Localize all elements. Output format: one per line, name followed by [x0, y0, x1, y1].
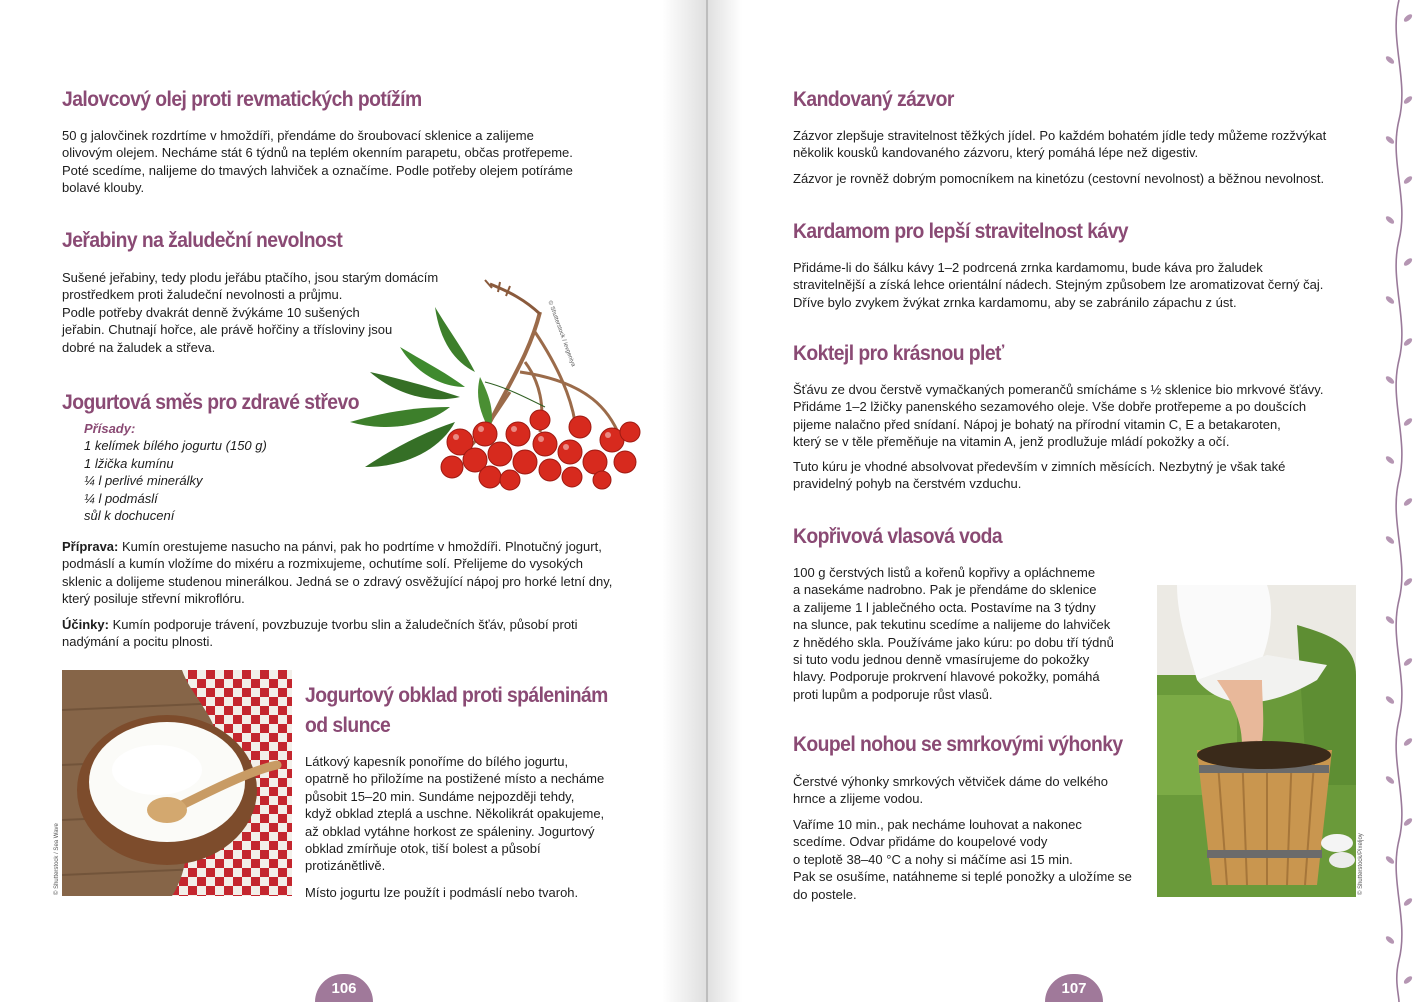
text-koupel: Čerstvé výhonky smrkových větviček dáme do velkého hrnce a zlijeme vodou. — [793, 774, 1109, 807]
heading-jogurt-smes: Jogurtová směs pro zdravé střevo — [62, 391, 359, 414]
credit-rowan: © Shutterstock / ievgeniya — [546, 300, 576, 368]
heading-koupel: Koupel nohou se smrkovými výhonky — [793, 733, 1123, 756]
heading-kardamom: Kardamom pro lepší stravitelnost kávy — [793, 220, 1128, 243]
heading-jerabiny: Jeřabiny na žaludeční nevolnost — [62, 229, 343, 252]
heading-jogurt-obklad-2: od slunce — [305, 714, 391, 737]
text-koktejl-2: Tuto kúru je vhodné absolvovat především v zimních měsících. Nezbytný je však také pravidelný pohyb na čerstvém vzduchu. — [793, 459, 1286, 492]
text-jalovec: 50 g jalovčinek rozdrtíme v hmoždíři, přendáme do šroubovací sklenice a zalijeme olivovým olejem. Necháme stát 6 týdnů na teplém okenním parapetu, občas protřepeme. Poté scedíme, nalijeme do tmavých lahviček a označíme. Podle potřeby olejem potíráme bolavé klouby. — [62, 128, 573, 196]
yogurt-photo — [62, 670, 292, 896]
text-zazvor-2: Zázvor je rovněž dobrým pomocníkem na kinetózu (cestovní nevolnost) a běžnou nevolnost. — [793, 171, 1325, 186]
heading-zazvor: Kandovaný zázvor — [793, 88, 954, 111]
book-gutter — [706, 0, 708, 1002]
left-page — [0, 0, 708, 1002]
text-ucinky: Účinky: Kumín podporuje trávení, povzbuzuje tvorbu slin a žaludečních šťáv, působí proti nadýmání a pocitu plnosti. — [62, 617, 578, 650]
text-zazvor: Zázvor zlepšuje stravitelnost těžkých jídel. Po každém bohatém jídle tedy můžeme rozžvýkat několik kousků kandovaného zázvoru, který pomáhá lépe než digestiv. — [793, 128, 1327, 161]
text-jogurt-obklad: Látkový kapesník ponoříme do bílého jogurtu, opatrně ho přiložíme na postižené místo a necháme působit 15–20 min. Sundáme nejpozději tehdy, když obklad zteplá a uschne. Několikrát opakujeme, až obklad vytáhne horkost ze spáleniny. Jogurtový obklad zmírňuje otok, tiší bolest a působí protizánětlivě. — [305, 754, 605, 874]
page-number-right: 107 — [1045, 974, 1103, 1002]
credit-footbath: © Shutterstock/Pixeljoy — [1358, 833, 1364, 895]
right-page — [708, 0, 1419, 1002]
rowan-berries-illustration — [340, 272, 650, 500]
heading-koktejl: Koktejl pro krásnou pleť — [793, 342, 1004, 365]
gutter-shadow — [662, 0, 708, 1002]
footbath-image — [1157, 585, 1356, 897]
vine-ornament-icon — [1384, 0, 1414, 1002]
heading-jalovec: Jalovcový olej proti revmatických potížím — [62, 88, 422, 111]
yogurt-bowl-image — [62, 670, 292, 896]
ingredients-list: Přísady: 1 kelímek bílého jogurtu (150 g) 1 lžička kumínu ¼ l perlivé minerálky ¼ l podmáslí sůl k dochucení — [84, 421, 267, 524]
text-koktejl: Šťávu ze dvou čerstvě vymačkaných pomerančů smícháme s ½ sklenice bio mrkvové šťávy. Přidáme 1–2 lžičky panenského sezamového oleje. Vše dobře protřepeme a po doušcích pijeme nalačno před snídaní. Nápoj je bohatý na přírodní vitamin C, E a betakaroten, který se v těle přeměňuje na vitamin A, jenž prodlužuje mládí pokožky a očí. — [793, 382, 1324, 450]
footbath-photo — [1157, 585, 1356, 897]
text-jogurt-obklad-note: Místo jogurtu lze použít i podmáslí nebo tvaroh. — [305, 885, 579, 900]
text-kopriva: 100 g čerstvých listů a kořenů kopřivy a opláchneme a nasekáme nadrobno. Pak je přendáme do sklenice a zalijeme 1 l jablečného octa. Postavíme na 3 týdny na slunce, pak tekutinu scedíme a nalijeme do lahviček z hnědého skla. Používáme jako kúru: po dobu tří týdnů si tuto vodu jednou denně vmasírujeme do pokožky hlavy. Podporuje prokrvení hlavové pokožky, pomáhá proti lupům a podporuje růst vlasů. — [793, 565, 1114, 702]
gutter-shadow — [708, 0, 742, 1002]
credit-yogurt: © Shutterstock / Sea Wave — [54, 823, 60, 895]
heading-kopriva: Kopřivová vlasová voda — [793, 525, 1003, 548]
text-priprava: Příprava: Kumín orestujeme nasucho na pánvi, pak ho podrtíme v hmoždíři. Plnotučný jogurt, podmáslí a kumín vložíme do mixéru a rozmixujeme, ochutíme solí. Přelijeme do vysokých sklenic a dolijeme studenou minerálkou. Jedná se o zdravý osvěžující nápoj pro horké letní dny, který posiluje střevní mikroflóru. — [62, 539, 613, 607]
heading-jogurt-obklad-1: Jogurtový obklad proti spáleninám — [305, 684, 608, 707]
text-kardamom: Přidáme-li do šálku kávy 1–2 podrcená zrnka kardamomu, bude káva pro žaludek stravitelnější a získá lehce orientální nádech. Stejným způsobem lze aromatizovat černý čaj. Dříve bylo zvykem žvýkat zrnka kardamomu, aby se zabránilo zápachu z úst. — [793, 260, 1324, 310]
page-number-left: 106 — [315, 974, 373, 1002]
text-jerabiny: Sušené jeřabiny, tedy plodu jeřábu ptačího, jsou starým domácím prostředkem proti žaludeční nevolnosti a průjmu. Podle potřeby dvakrát denně žvýkáme 10 sušených jeřabin. Chutnají hořce, ale právě hořčiny a třísloviny jsou dobré na žaludek a střeva. — [62, 270, 439, 355]
text-koupel-2: Vaříme 10 min., pak necháme louhovat a nakonec scedíme. Odvar přidáme do koupelové vody o teplotě 38–40 °C a nohy si máčíme asi 15 min. Pak se osušíme, natáhneme si teplé ponožky a uložíme se do postele. — [793, 817, 1132, 902]
